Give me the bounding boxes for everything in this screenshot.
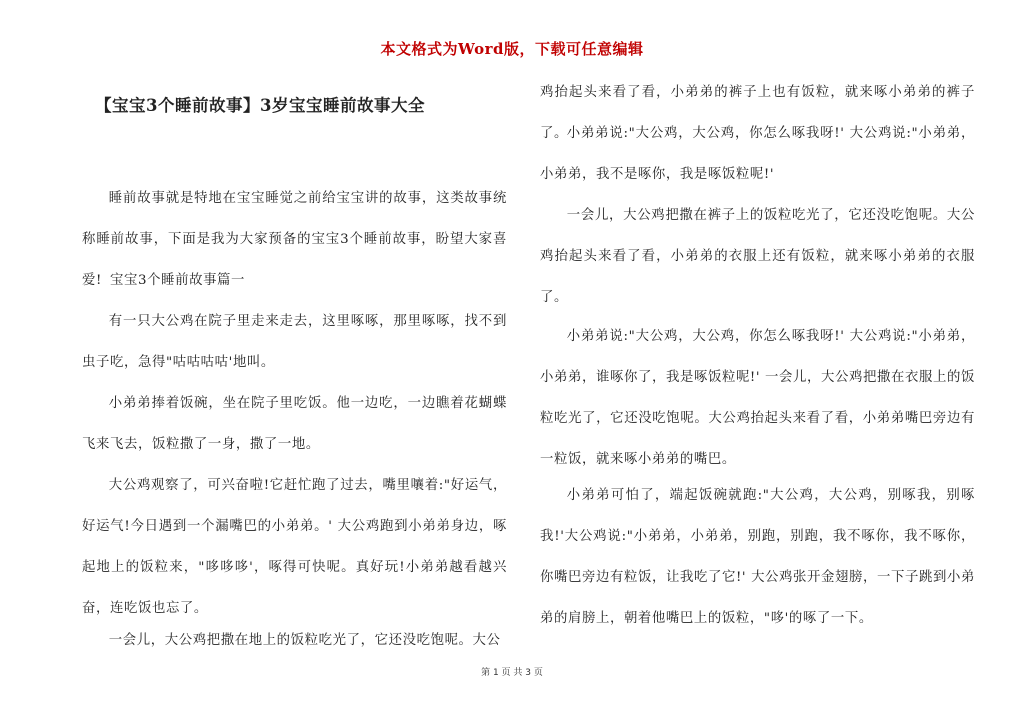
story-paragraph: 小弟弟捧着饭碗，坐在院子里吃饭。他一边吃，一边瞧着花蝴蝶飞来飞去，饭粒撒了一身，撒了一地。	[82, 396, 507, 452]
story-paragraph: 一会儿，大公鸡把撒在地上的饭粒吃光了，它还没吃饱呢。大公	[108, 633, 501, 648]
story-paragraph: 小弟弟说:"大公鸡，大公鸡，你怎么啄我呀!' 大公鸡说:"小弟弟，小弟弟，我不是啄你，我是啄饭粒呢!'	[540, 126, 975, 182]
intro-paragraph: 睡前故事就是特地在宝宝睡觉之前给宝宝讲的故事，这类故事统称睡前故事，下面是我为大家预备的宝宝3个睡前故事，盼望大家喜爱!	[82, 191, 507, 288]
page-number: 第 1 页 共 3 页	[481, 668, 543, 678]
story-paragraph: 小弟弟说:"大公鸡，大公鸡，你怎么啄我呀!' 大公鸡说:"小弟弟，小弟弟，谁啄你了，我是啄饭粒呢!' 一会儿，大公鸡把撒在衣服上的饭粒吃光了，它还没吃饱呢。大公鸡抬起头来看了看，小弟弟嘴巴旁边有一粒饭，就来啄小弟弟的嘴巴。	[540, 329, 975, 467]
section-heading: 宝宝3个睡前故事篇一	[110, 273, 246, 288]
story-paragraph: 大公鸡观察了，可兴奋啦!它赶忙跑了过去，嘴里嚷着:"好运气，好运气!今日遇到一个漏嘴巴的小弟弟。' 大公鸡跑到小弟弟身边，啄起地上的饭粒来，"哆哆哆'，啄得可快呢。真好玩!小弟弟越看越兴奋，连吃饭也忘了。	[82, 478, 507, 616]
document-title: 【宝宝3个睡前故事】3岁宝宝睡前故事大全	[95, 96, 425, 115]
story-paragraph: 小弟弟可怕了，端起饭碗就跑:"大公鸡，大公鸡，别啄我，别啄我!'大公鸡说:"小弟弟，小弟弟，别跑，别跑，我不啄你，我不啄你，你嘴巴旁边有粒饭，让我吃了它!' 大公鸡张开金翅膀，一下子跳到小弟弟的肩膀上，朝着他嘴巴上的饭粒，"哆'的啄了一下。	[540, 488, 975, 626]
story-paragraph: 一会儿，大公鸡把撒在裤子上的饭粒吃光了，它还没吃饱呢。大公鸡抬起头来看了看，小弟弟的衣服上还有饭粒，就来啄小弟弟的衣服了。	[540, 208, 975, 305]
format-banner: 本文格式为Word版，下载可任意编辑	[380, 40, 644, 58]
story-paragraph-continued: 鸡抬起头来看了看，小弟弟的裤子上也有饭粒，就来啄小弟弟的裤子了。	[540, 85, 975, 141]
story-paragraph: 有一只大公鸡在院子里走来走去，这里啄啄，那里啄啄，找不到虫子吃，急得"咕咕咕咕'地叫。	[82, 314, 507, 370]
